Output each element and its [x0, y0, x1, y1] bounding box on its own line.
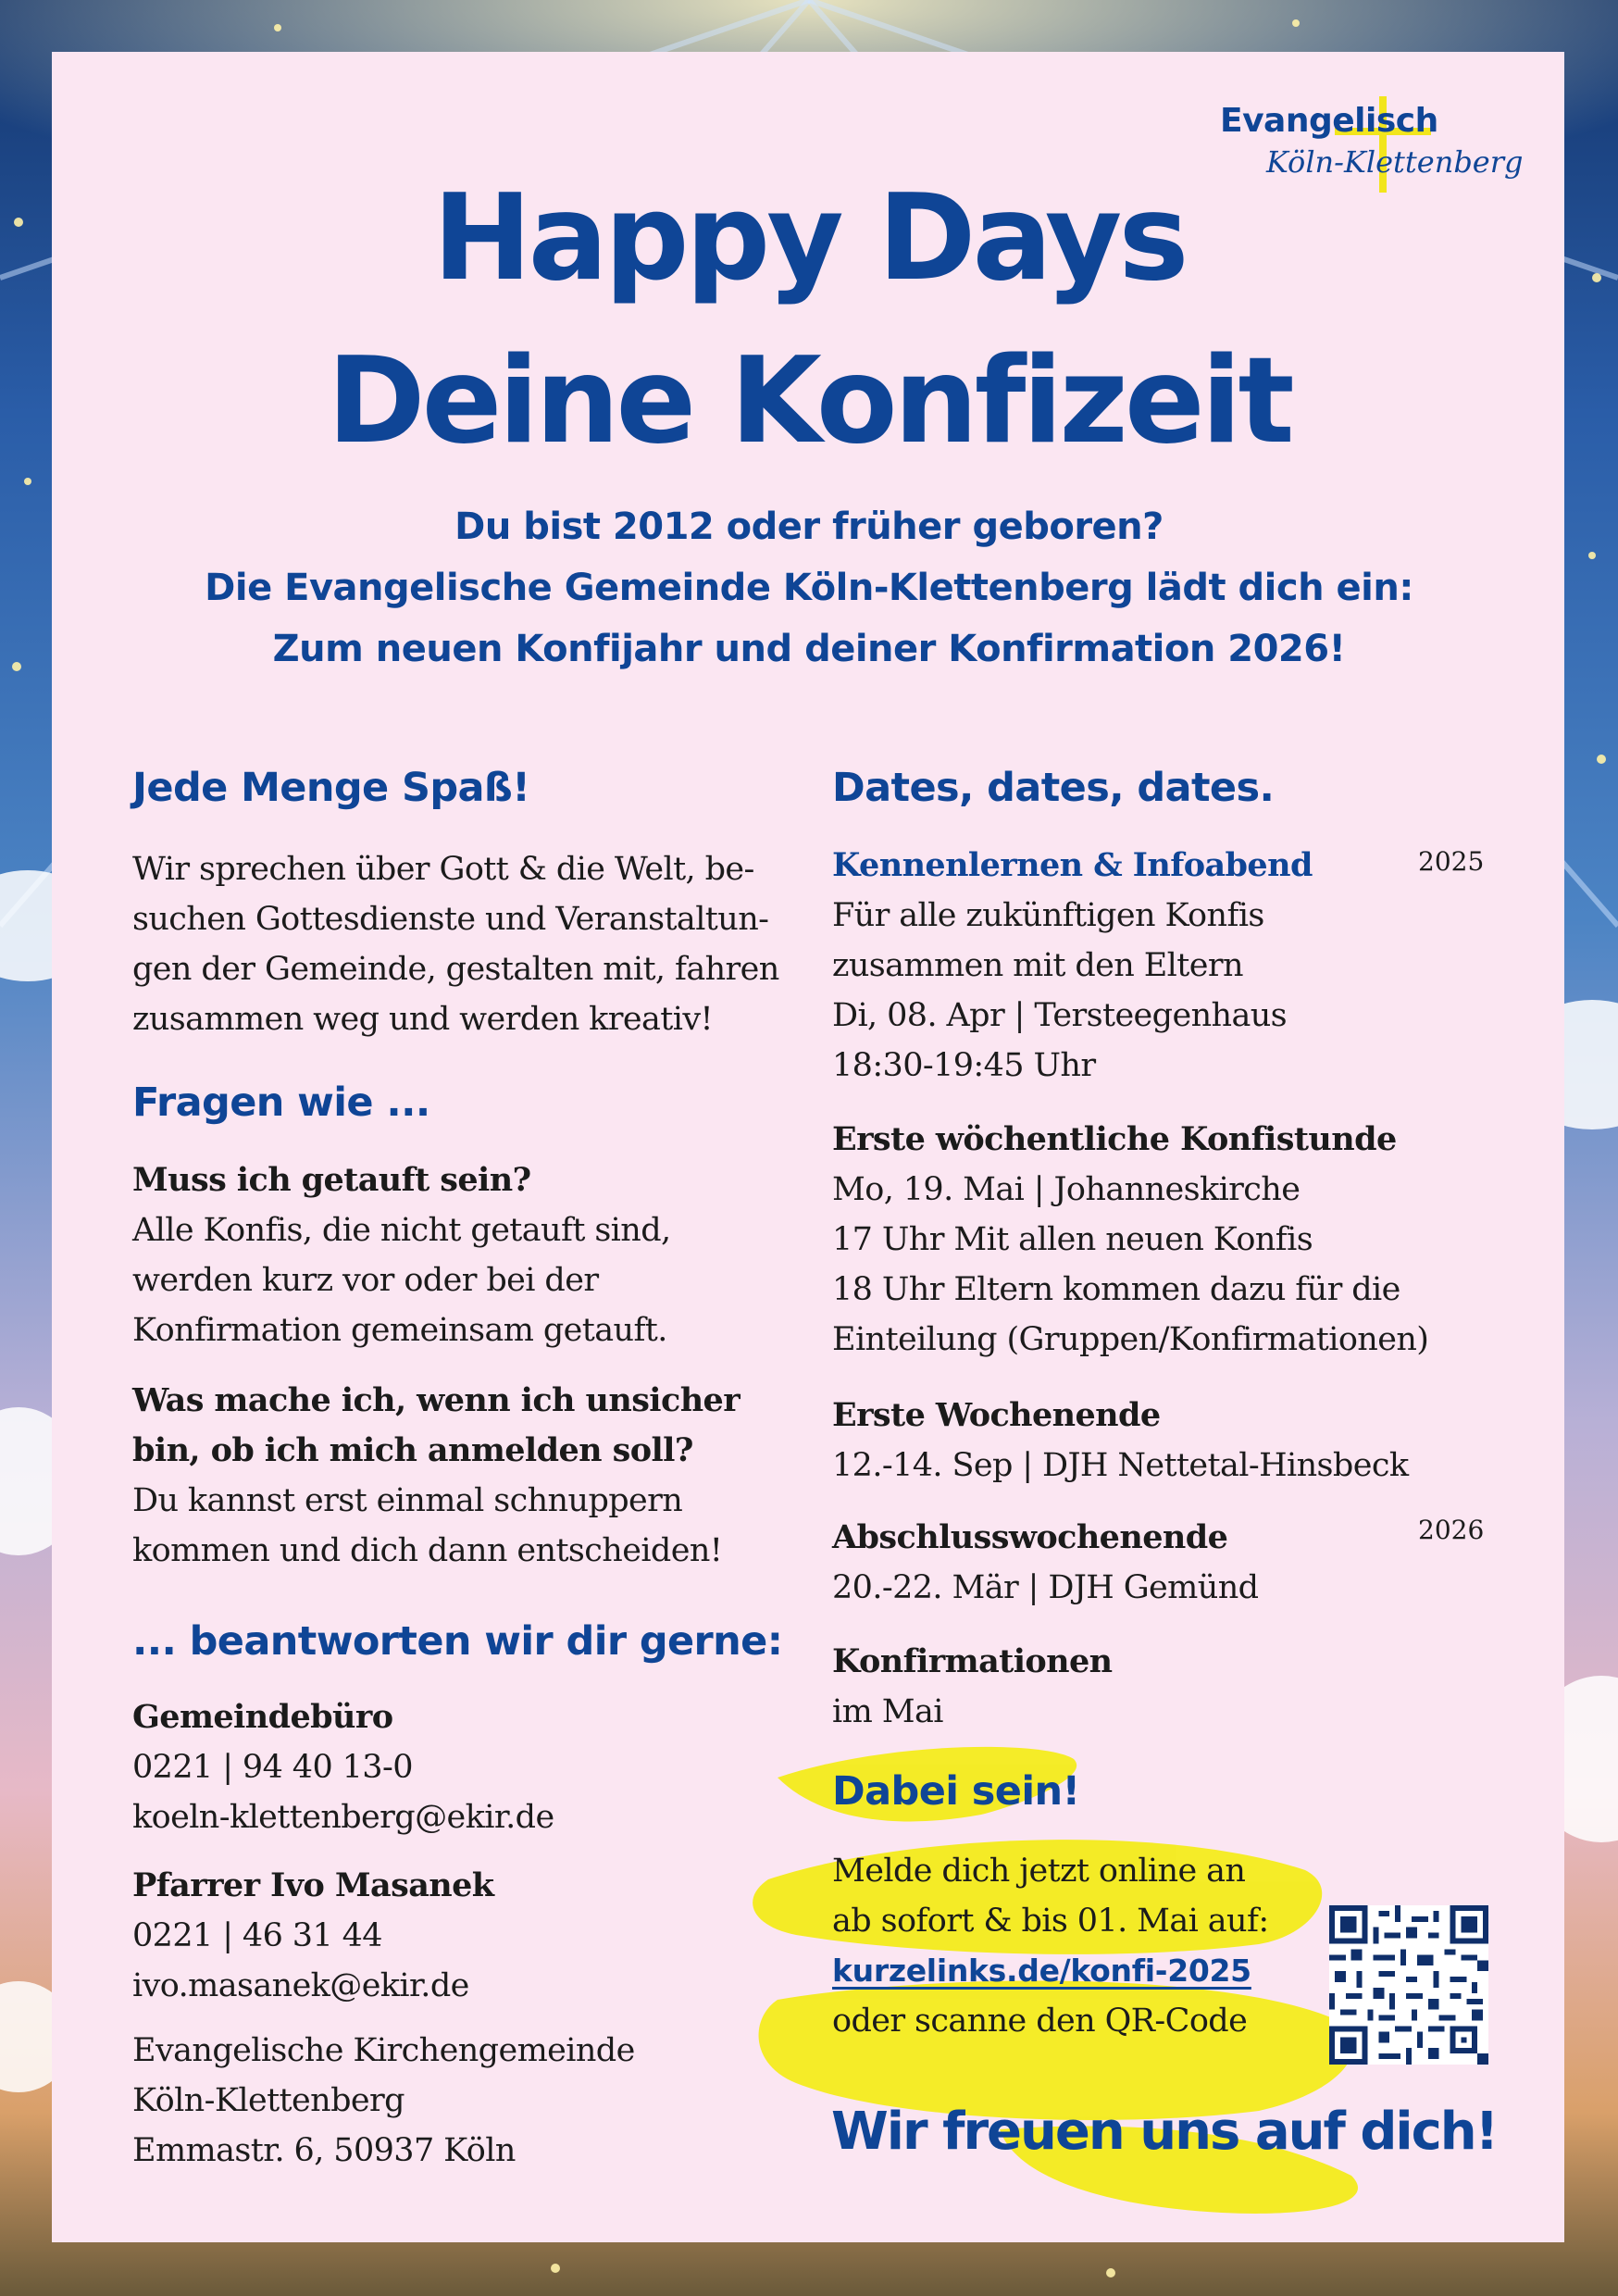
event-line: Mo, 19. Mai | Johanneskirche	[832, 1171, 1301, 1208]
event-line: 18:30-19:45 Uhr	[832, 1047, 1096, 1084]
event-title: Kennenlernen & Infoabend	[832, 846, 1313, 884]
event-konfirmationen	[832, 1637, 1113, 1737]
fun-line: zusammen weg und werden kreativ!	[132, 1001, 713, 1038]
office-contact	[132, 1692, 554, 1842]
office-phone[interactable]: 0221 | 94 40 13-0	[132, 1749, 413, 1786]
pastor-contact	[132, 1861, 493, 2011]
address-line: Evangelische Kirchengemeinde	[132, 2032, 635, 2069]
question-1	[132, 1155, 671, 1355]
event-title: Erste wöchentliche Konfistunde	[832, 1120, 1397, 1158]
question-2-title-line: bin, ob ich mich anmelden soll?	[132, 1431, 693, 1469]
event-line: im Mai	[832, 1693, 943, 1730]
dates-heading: Dates, dates, dates.	[832, 765, 1275, 811]
event-line: 20.-22. Mär | DJH Gemünd	[832, 1569, 1259, 1606]
pastor-email[interactable]: ivo.masanek@ekir.de	[132, 1967, 469, 2004]
intro-text	[0, 496, 1618, 680]
event-title: Abschlusswochenende	[832, 1518, 1228, 1556]
intro-line-2: Die Evangelische Gemeinde Köln-Klettenberg lädt dich ein:	[205, 567, 1413, 609]
signup-heading: Dabei sein!	[832, 1768, 1080, 1815]
event-line: 18 Uhr Eltern kommen dazu für die	[832, 1271, 1400, 1308]
closing-slogan: Wir freuen uns auf dich!	[831, 2102, 1498, 2162]
question-1-answer-line: Alle Konfis, die nicht getauft sind,	[132, 1212, 671, 1249]
signup-line: oder scanne den QR-Code	[832, 2003, 1248, 2040]
pastor-phone[interactable]: 0221 | 46 31 44	[132, 1917, 382, 1954]
event-konfistunde	[832, 1115, 1428, 1365]
question-1-answer-line: werden kurz vor oder bei der	[132, 1262, 599, 1299]
pastor-name: Pfarrer Ivo Masanek	[132, 1866, 494, 1904]
event-title: Konfirmationen	[832, 1642, 1113, 1680]
question-2-answer-line: Du kannst erst einmal schnuppern	[132, 1482, 683, 1519]
event-line: zusammen mit den Eltern	[832, 947, 1243, 984]
intro-line-3: Zum neuen Konfijahr und deiner Konfirmation 2026!	[272, 628, 1346, 670]
event-abschluss	[832, 1513, 1258, 1613]
qr-code-icon[interactable]	[1329, 1905, 1488, 2065]
event-line: Für alle zukünftigen Konfis	[832, 897, 1264, 934]
question-2-answer-line: kommen und dich dann entscheiden!	[132, 1532, 723, 1569]
title-line-2: Deine Konfizeit	[327, 332, 1291, 470]
year-label: 2025	[1418, 846, 1485, 877]
event-line: 12.-14. Sep | DJH Nettetal-Hinsbeck	[832, 1447, 1409, 1484]
intro-line-1: Du bist 2012 oder früher geboren?	[454, 505, 1164, 548]
event-title: Erste Wochenende	[832, 1396, 1161, 1434]
signup-text	[832, 1846, 1269, 2046]
fun-line: Wir sprechen über Gott & die Welt, be-	[132, 851, 754, 888]
fun-paragraph	[132, 844, 779, 1044]
title-line-1: Happy Days	[432, 169, 1186, 307]
page-title	[0, 157, 1618, 483]
question-2	[132, 1376, 740, 1576]
event-line: Einteilung (Gruppen/Konfirmationen)	[832, 1321, 1429, 1358]
fun-line: suchen Gottesdienste und Veranstaltun-	[132, 901, 769, 938]
year-label: 2026	[1418, 1515, 1485, 1545]
office-email[interactable]: koeln-klettenberg@ekir.de	[132, 1799, 554, 1836]
question-2-title-line: Was mache ich, wenn ich unsicher	[132, 1381, 741, 1419]
event-line: Di, 08. Apr | Tersteegenhaus	[832, 997, 1288, 1034]
answers-heading: ... beantworten wir dir gerne:	[132, 1618, 783, 1665]
office-name: Gemeindebüro	[132, 1698, 393, 1736]
signup-line: Melde dich jetzt online an	[832, 1853, 1246, 1890]
question-1-answer-line: Konfirmation gemeinsam getauft.	[132, 1312, 667, 1349]
fun-heading: Jede Menge Spaß!	[132, 765, 530, 811]
address-line: Emmastr. 6, 50937 Köln	[132, 2132, 516, 2169]
fun-line: gen der Gemeinde, gestalten mit, fahren	[132, 951, 779, 988]
event-wochenende	[832, 1391, 1408, 1491]
questions-heading: Fragen wie ...	[132, 1079, 430, 1126]
signup-link[interactable]: kurzelinks.de/konfi-2025	[832, 1953, 1251, 1989]
church-address	[132, 2026, 635, 2176]
logo-line-2: Köln-Klettenberg	[1266, 144, 1524, 180]
question-1-title: Muss ich getauft sein?	[132, 1161, 531, 1199]
logo-line-1: Evangelisch	[1220, 102, 1438, 140]
address-line: Köln-Klettenberg	[132, 2082, 404, 2119]
signup-line: ab sofort & bis 01. Mai auf:	[832, 1903, 1269, 1940]
event-line: 17 Uhr Mit allen neuen Konfis	[832, 1221, 1313, 1258]
event-kennenlernen	[832, 841, 1313, 1091]
